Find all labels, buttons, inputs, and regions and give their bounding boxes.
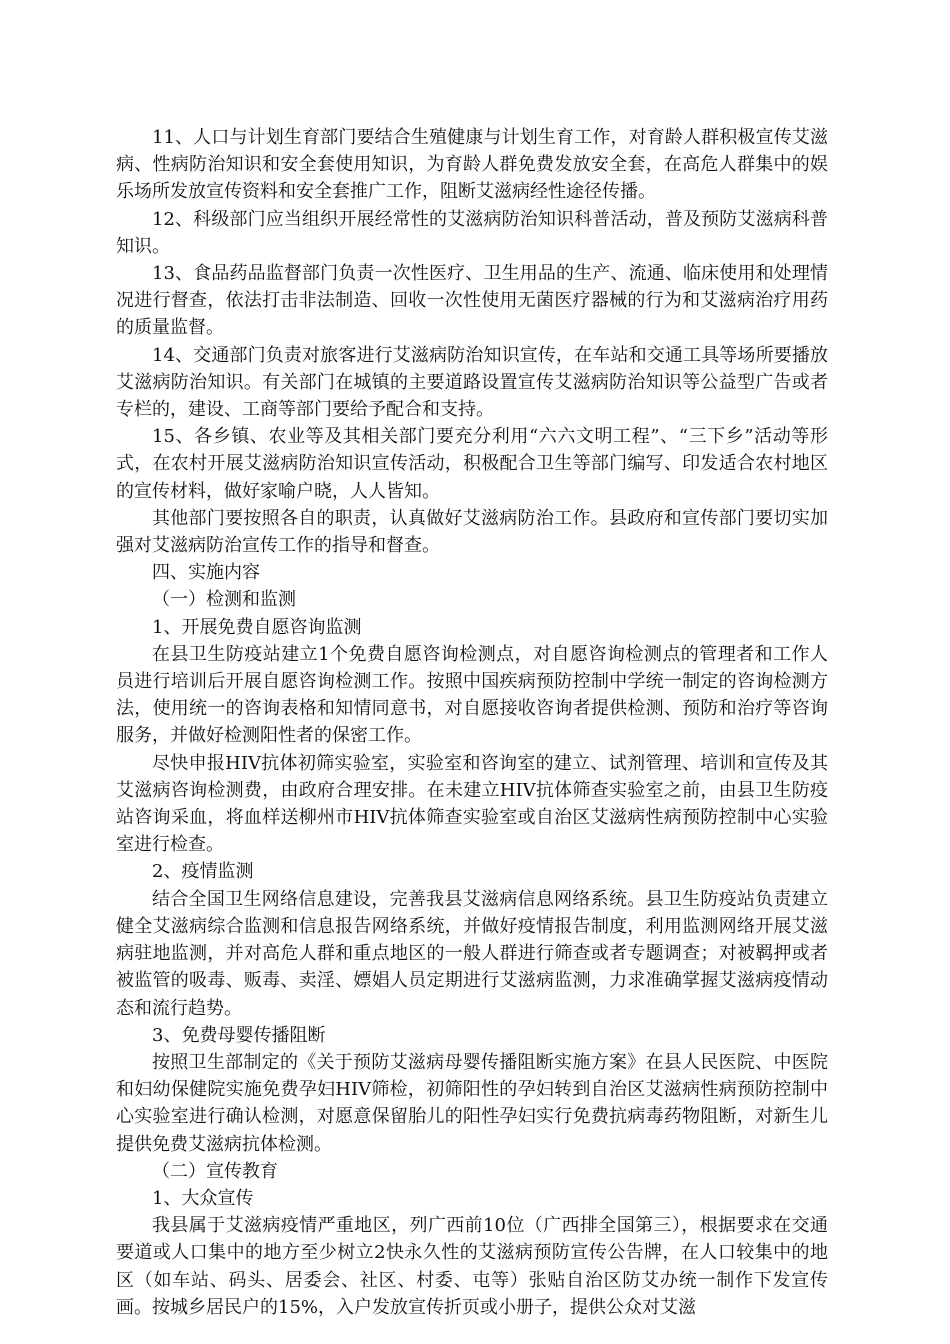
item-heading-public-campaign: 1、大众宣传 [152,1187,254,1209]
item-heading-pmtct: 3、免费母婴传播阻断 [152,1024,326,1046]
section-heading-implementation: 四、实施内容 [152,562,260,584]
paragraph-other-departments: 其他部门要按照各自的职责，认真做好艾滋病防治工作。县政府和宣传部门要切实加强对艾滋病防治宣传工作的指导和督查。 [116,507,828,557]
paragraph-vct-point: 在县卫生防疫站建立1个免费自愿咨询检测点，对自愿咨询检测点的管理者和工作人员进行培训后开展自愿咨询检测工作。按照中国疾病预防控制中学统一制定的咨询检测方法，使用统一的咨询表格和知情同意书，对自愿接收咨询者提供检测、预防和治疗等咨询服务，并做好检测阳性者的保密工作。 [116,643,828,747]
paragraph-11-family-planning: 11、人口与计划生育部门要结合生殖健康与计划生育工作，对育龄人群积极宣传艾滋病、性病防治知识和安全套使用知识，为育龄人群免费发放安全套，在高危人群集中的娱乐场所发放宣传资料和安全套推广工作，阻断艾滋病经性途径传播。 [116,127,828,203]
subsection-heading-education: （二）宣传教育 [152,1160,278,1182]
paragraph-13-food-drug: 13、食品药品监督部门负责一次性医疗、卫生用品的生产、流通、临床使用和处理情况进行督查，依法打击非法制造、回收一次性使用无菌医疗器械的行为和艾滋病治疗用药的质量监督。 [116,263,828,339]
paragraph-15-townships: 15、各乡镇、农业等及其相关部门要充分利用“六六文明工程”、“三下乡”活动等形式，在农村开展艾滋病防治知识宣传活动，积极配合卫生等部门编写、印发适合农村地区的宣传材料，做好家喻户晓，人人皆知。 [116,426,828,502]
paragraph-14-transport: 14、交通部门负责对旅客进行艾滋病防治知识宣传，在车站和交通工具等场所要播放艾滋病防治知识。有关部门在城镇的主要道路设置宣传艾滋病防治知识等公益型广告或者专栏的，建设、工商等部门要给予配合和支持。 [116,344,828,421]
item-heading-surveillance: 2、疫情监测 [152,861,254,883]
paragraph-public-campaign: 我县属于艾滋病疫情严重地区，列广西前10位（广西排全国第三），根据要求在交通要道或人口集中的地方至少树立2快永久性的艾滋病预防宣传公告牌，在人口较集中的地区（如车站、码头、居委会、社区、村委、屯等）张贴自治区防艾办统一制作下发宣传画。按城乡居民户的15%，入户发放宣传折页或小册子，提供公众对艾滋 [116,1215,828,1318]
paragraph-hiv-lab: 尽快申报HIV抗体初筛实验室，实验室和咨询室的建立、试剂管理、培训和宣传及其艾滋病咨询检测费，由政府合理安排。在未建立HIV抗体筛查实验室之前，由县卫生防疫站咨询采血，将血样送柳州市HIV抗体筛查实验室或自治区艾滋病性病预防控制中心实验室进行检查。 [116,752,828,856]
paragraph-12-science: 12、科级部门应当组织开展经常性的艾滋病防治知识科普活动，普及预防艾滋病科普知识。 [116,208,828,257]
paragraph-pmtct: 按照卫生部制定的《关于预防艾滋病母婴传播阻断实施方案》在县人民医院、中医院和妇幼保健院实施免费孕妇HIV筛检，初筛阳性的孕妇转到自治区艾滋病性病预防控制中心实验室进行确认检测，对愿意保留胎儿的阳性孕妇实行免费抗病毒药物阻断，对新生儿提供免费艾滋病抗体检测。 [116,1051,828,1155]
paragraph-surveillance: 结合全国卫生网络信息建设，完善我县艾滋病信息网络系统。县卫生防疫站负责建立健全艾滋病综合监测和信息报告网络系统，并做好疫情报告制度，利用监测网络开展艾滋病驻地监测，并对高危人群和重点地区的一般人群进行筛查或者专题调查；对被羁押或者被监管的吸毒、贩毒、卖淫、嫖娼人员定期进行艾滋病监测，力求准确掌握艾滋病疫情动态和流行趋势。 [116,888,828,1019]
document-body [116,124,828,1321]
item-heading-vct: 1、开展免费自愿咨询监测 [152,616,362,638]
subsection-heading-testing: （一）检测和监测 [152,589,296,611]
